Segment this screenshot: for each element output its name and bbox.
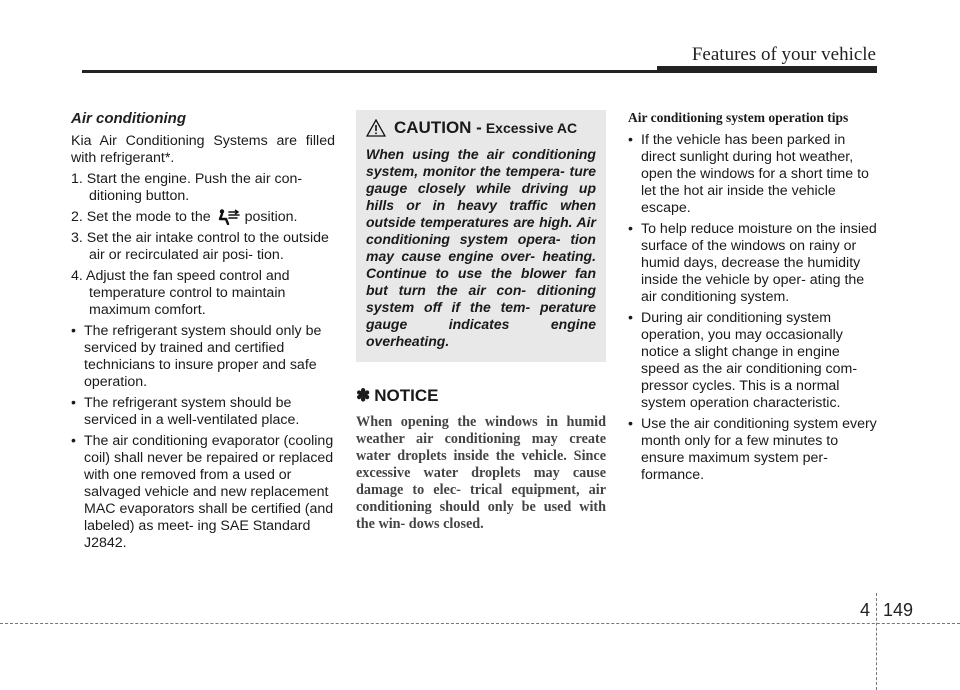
tips-bullets	[628, 132, 880, 484]
page-number: 149	[883, 600, 914, 620]
tips-heading: Air conditioning system operation tips	[628, 110, 849, 125]
step-4: 4. Adjust the fan speed control and temperature control to maintain maximum comfort.	[71, 268, 290, 318]
caution-label: CAUTION -	[394, 118, 482, 137]
column-caution-notice	[356, 110, 606, 533]
notice-block	[356, 386, 606, 533]
steps-list	[71, 171, 335, 319]
refrigerant-bullets	[71, 323, 335, 552]
list-item: • Use the air conditioning system every month only for a few minutes to ensure maximum system per- formance.	[628, 416, 880, 484]
header-rule-accent	[657, 66, 877, 73]
caution-text: When using the air conditioning system, monitor the tempera- ture gauge closely while driving up hills or in heavy traffic when outside temperatures are high. Air conditioning system opera- tion may cause engine over- heating. Continue to use the blower fan but turn the air con- ditioning system off if the tem- perature gauge indicates engine overheating.	[366, 146, 596, 349]
step-2-text-b: position.	[244, 209, 298, 225]
step-2	[71, 209, 335, 226]
list-item: • The air conditioning evaporator (cooling coil) shall never be repaired or replaced with one removed from a used or salvaged vehicle and new replacement MAC evaporators shall be certified (and labeled) as meet- ing SAE Standard J2842.	[71, 433, 335, 552]
section-title: Air conditioning	[71, 110, 186, 127]
caution-subject: Excessive AC	[485, 120, 578, 136]
notice-star-icon: ✽	[356, 386, 371, 405]
list-item: • To help reduce moisture on the insied surface of the windows on rainy or humid days, decrease the humidity inside the vehicle by oper- ating the air conditioning system.	[628, 221, 880, 306]
list-item: • During air conditioning system operation, you may occasionally notice a slight change in engine speed as the air conditioning com- pressor cycles. This is a normal system operation characteristic.	[628, 310, 880, 412]
notice-label: NOTICE	[374, 386, 439, 405]
caution-heading	[366, 118, 596, 138]
column-air-conditioning	[71, 110, 335, 556]
intro-paragraph: Kia Air Conditioning Systems are filled with refrigerant*.	[71, 133, 335, 166]
list-item: • The refrigerant system should only be serviced by trained and certified technicians to insure proper and safe operation.	[71, 323, 335, 391]
caution-box	[356, 110, 606, 362]
notice-text: When opening the windows in humid weather air conditioning may create water droplets inside the vehicle. Since excessive water droplets may cause damage to elec- trical equipment, air conditioning should only be used with the win- dows closed.	[356, 414, 606, 532]
notice-heading	[356, 386, 606, 406]
footer-divider	[876, 593, 877, 690]
column-operation-tips	[628, 110, 880, 488]
list-item: • If the vehicle has been parked in direct sunlight during hot weather, open the windows for a short time to let the hot air inside the vehicle escape.	[628, 132, 880, 217]
list-item: • The refrigerant system should be serviced in a well-ventilated place.	[71, 395, 335, 429]
chapter-number: 4	[859, 600, 870, 620]
footer-rule	[0, 623, 960, 624]
step-3: 3. Set the air intake control to the outside air or recirculated air posi- tion.	[71, 230, 329, 263]
step-1: 1. Start the engine. Push the air con- ditioning button.	[71, 171, 303, 204]
running-header-title: Features of your vehicle	[691, 44, 876, 65]
face-vent-mode-icon	[215, 209, 241, 225]
step-2-text-a: 2. Set the mode to the	[71, 209, 211, 225]
warning-triangle-icon	[366, 119, 386, 137]
